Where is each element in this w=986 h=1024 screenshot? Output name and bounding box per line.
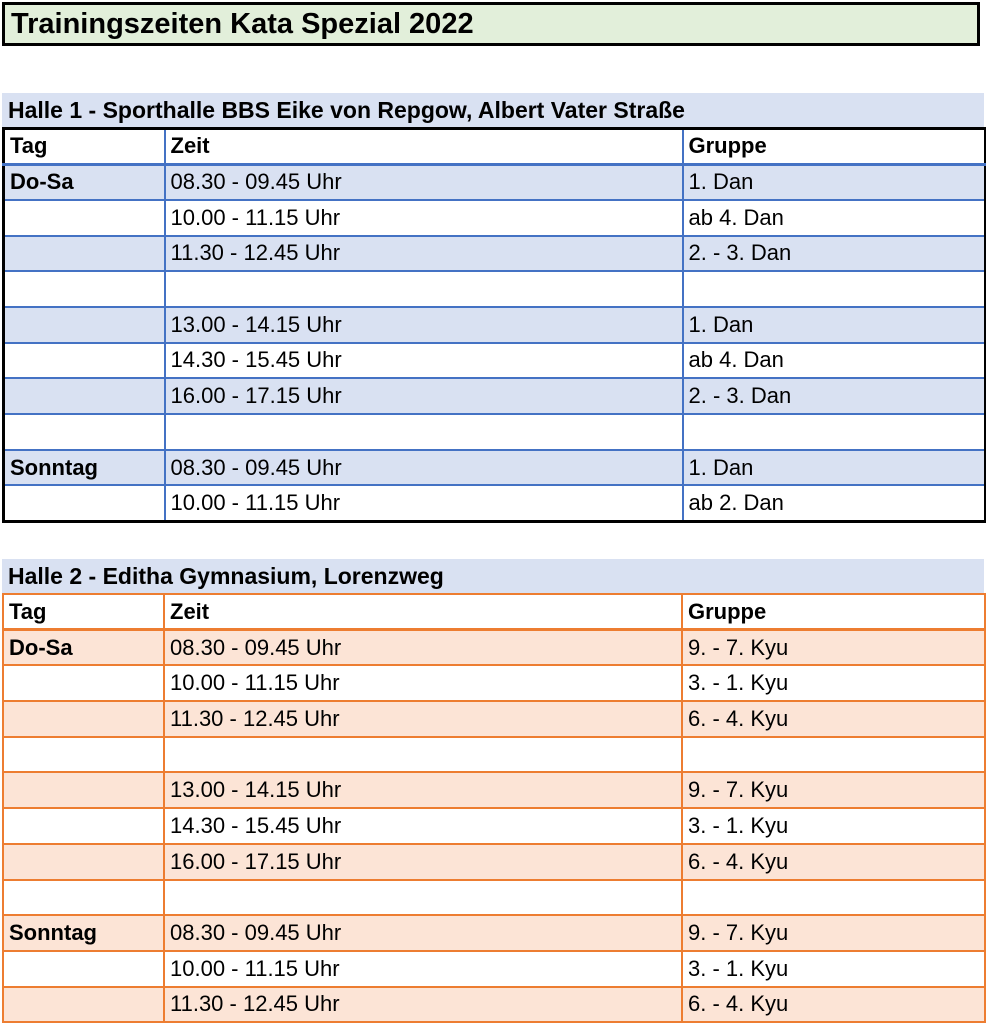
cell-gruppe	[682, 737, 985, 773]
cell-zeit: 14.30 - 15.45 Uhr	[164, 808, 682, 844]
table-row	[4, 200, 986, 236]
cell-zeit: 13.00 - 14.15 Uhr	[164, 772, 682, 808]
cell-gruppe	[683, 271, 986, 307]
cell-gruppe: 3. - 1. Kyu	[682, 665, 985, 701]
cell-gruppe: 2. - 3. Dan	[683, 378, 986, 414]
table-row	[4, 485, 986, 521]
table-row	[3, 737, 985, 773]
cell-tag	[3, 987, 164, 1023]
table-row	[4, 450, 986, 486]
hall-2-title: Halle 2 - Editha Gymnasium, Lorenzweg	[2, 559, 984, 593]
table-row	[3, 665, 985, 701]
cell-tag	[4, 378, 165, 414]
table-row	[4, 164, 986, 200]
cell-gruppe	[683, 414, 986, 450]
table-header-row	[4, 129, 986, 165]
cell-gruppe: 6. - 4. Kyu	[682, 987, 985, 1023]
cell-zeit: 08.30 - 09.45 Uhr	[164, 915, 682, 951]
cell-tag	[3, 808, 164, 844]
table-row	[3, 844, 985, 880]
table-row	[4, 271, 986, 307]
cell-gruppe: ab 2. Dan	[683, 485, 986, 521]
table-header-row	[3, 594, 985, 630]
table-row	[3, 630, 985, 666]
cell-zeit: 11.30 - 12.45 Uhr	[164, 987, 682, 1023]
cell-gruppe: 3. - 1. Kyu	[682, 951, 985, 987]
cell-gruppe: 9. - 7. Kyu	[682, 915, 985, 951]
cell-tag: Do-Sa	[3, 630, 164, 666]
cell-gruppe: 6. - 4. Kyu	[682, 701, 985, 737]
cell-zeit: 16.00 - 17.15 Uhr	[165, 378, 683, 414]
cell-zeit: 16.00 - 17.15 Uhr	[164, 844, 682, 880]
cell-gruppe: 9. - 7. Kyu	[682, 630, 985, 666]
table-row	[3, 915, 985, 951]
cell-gruppe: ab 4. Dan	[683, 200, 986, 236]
cell-tag	[3, 665, 164, 701]
column-header-gruppe: Gruppe	[683, 129, 986, 165]
column-header-gruppe: Gruppe	[682, 594, 985, 630]
cell-zeit: 11.30 - 12.45 Uhr	[164, 701, 682, 737]
cell-tag	[4, 485, 165, 521]
cell-tag	[4, 414, 165, 450]
table-row	[3, 951, 985, 987]
table-row	[3, 987, 985, 1023]
cell-zeit: 08.30 - 09.45 Uhr	[165, 164, 683, 200]
cell-zeit	[165, 271, 683, 307]
cell-zeit: 11.30 - 12.45 Uhr	[165, 236, 683, 272]
cell-zeit: 08.30 - 09.45 Uhr	[164, 630, 682, 666]
cell-tag: Sonntag	[3, 915, 164, 951]
table-row	[4, 343, 986, 379]
cell-gruppe: 3. - 1. Kyu	[682, 808, 985, 844]
cell-gruppe: ab 4. Dan	[683, 343, 986, 379]
cell-gruppe: 9. - 7. Kyu	[682, 772, 985, 808]
cell-zeit	[164, 880, 682, 916]
cell-tag	[4, 307, 165, 343]
cell-gruppe: 1. Dan	[683, 307, 986, 343]
cell-tag	[3, 844, 164, 880]
table-row	[4, 236, 986, 272]
page-title: Trainingszeiten Kata Spezial 2022	[2, 2, 980, 46]
cell-tag	[4, 343, 165, 379]
table-row	[4, 307, 986, 343]
column-header-zeit: Zeit	[165, 129, 683, 165]
hall-1-schedule-table	[2, 127, 986, 523]
cell-zeit: 10.00 - 11.15 Uhr	[164, 951, 682, 987]
cell-tag	[3, 737, 164, 773]
hall-1-title: Halle 1 - Sporthalle BBS Eike von Repgow, Albert Vater Straße	[2, 93, 984, 127]
cell-tag: Sonntag	[4, 450, 165, 486]
cell-gruppe: 1. Dan	[683, 450, 986, 486]
column-header-tag: Tag	[4, 129, 165, 165]
cell-tag	[3, 772, 164, 808]
cell-zeit	[164, 737, 682, 773]
cell-gruppe: 6. - 4. Kyu	[682, 844, 985, 880]
table-row	[3, 880, 985, 916]
cell-tag	[4, 200, 165, 236]
table-row	[4, 378, 986, 414]
cell-gruppe: 1. Dan	[683, 164, 986, 200]
table-row	[3, 772, 985, 808]
cell-tag	[4, 236, 165, 272]
cell-tag	[3, 701, 164, 737]
cell-zeit: 14.30 - 15.45 Uhr	[165, 343, 683, 379]
cell-zeit: 13.00 - 14.15 Uhr	[165, 307, 683, 343]
table-row	[3, 808, 985, 844]
cell-zeit	[165, 414, 683, 450]
cell-gruppe	[682, 880, 985, 916]
column-header-tag: Tag	[3, 594, 164, 630]
cell-tag	[3, 951, 164, 987]
column-header-zeit: Zeit	[164, 594, 682, 630]
cell-tag	[3, 880, 164, 916]
table-row	[4, 414, 986, 450]
cell-zeit: 10.00 - 11.15 Uhr	[164, 665, 682, 701]
cell-tag: Do-Sa	[4, 164, 165, 200]
cell-zeit: 08.30 - 09.45 Uhr	[165, 450, 683, 486]
cell-gruppe: 2. - 3. Dan	[683, 236, 986, 272]
cell-tag	[4, 271, 165, 307]
table-row	[3, 701, 985, 737]
cell-zeit: 10.00 - 11.15 Uhr	[165, 200, 683, 236]
hall-2-schedule-table	[2, 593, 986, 1023]
cell-zeit: 10.00 - 11.15 Uhr	[165, 485, 683, 521]
